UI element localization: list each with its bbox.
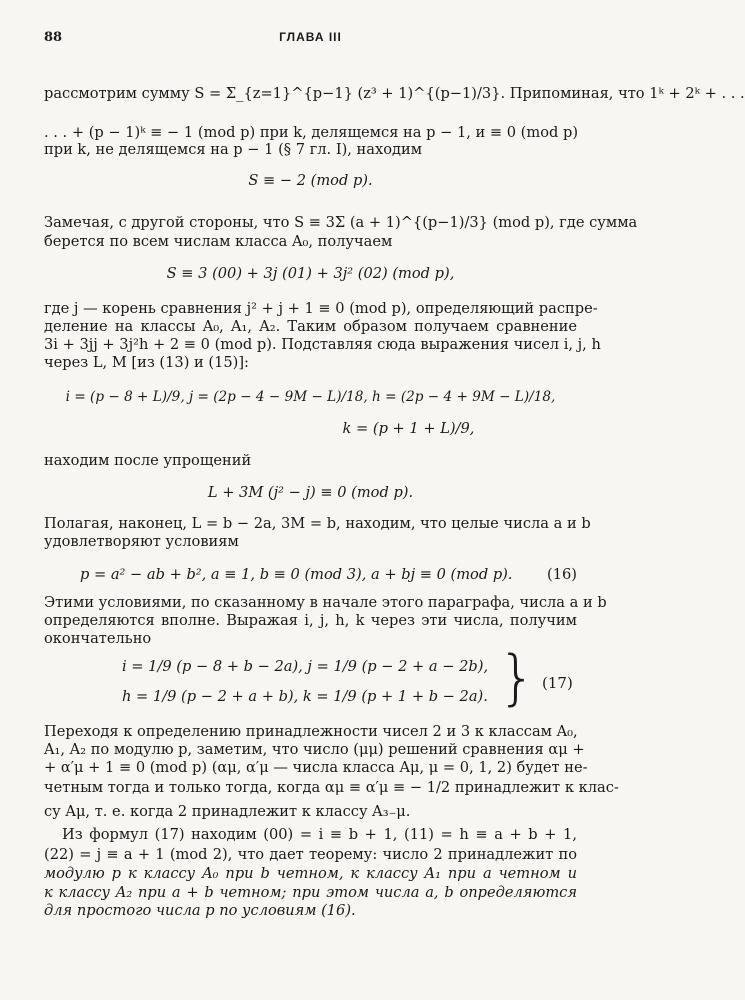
text-line: при k, не делящемся на p − 1 (§ 7 гл. I), находим bbox=[44, 141, 423, 158]
text-line: A₁, A₂ по модулю p, заметим, что число (μμ) решений сравнения αμ + bbox=[44, 741, 585, 758]
text-line: удовлетворяют условиям bbox=[44, 533, 239, 550]
formula-simplified: L + 3M (j² − j) ≡ 0 (mod p). bbox=[207, 484, 414, 501]
equation-number-16: (16) bbox=[547, 566, 577, 583]
formula-17-row1: i = 1/9 (p − 8 + b − 2a), j = 1/9 (p − 2 + a − 2b), bbox=[122, 658, 489, 675]
theorem-line: к классу A₂ при a + b четном; при этом числа a, b определяются bbox=[44, 884, 577, 901]
formula-ijh: i = (p − 8 + L)/9, j = (2p − 4 − 9M − L)/18, h = (2p − 4 + 9M − L)/18, bbox=[65, 389, 556, 405]
text-line: через L, M [из (13) и (15)]: bbox=[44, 354, 249, 371]
chapter-title: ГЛАВА III bbox=[279, 30, 342, 44]
text-line: су Aμ, т. е. когда 2 принадлежит к классу A₃₋μ. bbox=[44, 803, 411, 820]
text-line: Полагая, наконец, L = b − 2a, 3M = b, находим, что целые числа a и b bbox=[44, 515, 591, 532]
text-line: рассмотрим сумму S = Σ_{z=1}^{p−1} (z³ + 1)^{(p−1)/3}. Припоминая, что 1ᵏ + 2ᵏ + . . . bbox=[44, 85, 745, 102]
text-line: 3i + 3jj + 3j²h + 2 ≡ 0 (mod p). Подставляя сюда выражения чисел i, j, h bbox=[44, 336, 601, 353]
page-header bbox=[44, 30, 577, 50]
formula-16: p = a² − ab + b², a ≡ 1, b ≡ 0 (mod 3), a + bj ≡ 0 (mod p). bbox=[80, 566, 513, 583]
text-line: + α′μ + 1 ≡ 0 (mod p) (αμ, α′μ — числа класса Aμ, μ = 0, 1, 2) будет не- bbox=[44, 759, 588, 776]
formula-S-expansion: S ≡ 3 (00) + 3j (01) + 3j² (02) (mod p), bbox=[166, 265, 455, 282]
text-line: Этими условиями, по сказанному в начале этого параграфа, числа a и b bbox=[44, 594, 607, 611]
equation-number-17: (17) bbox=[542, 674, 573, 692]
theorem-line: для простого числа p по условиям (16). bbox=[44, 902, 356, 919]
text-line: находим после упрощений bbox=[44, 452, 252, 469]
right-brace: } bbox=[498, 643, 537, 713]
text-line: четным тогда и только тогда, когда αμ ≡ α′μ ≡ − 1/2 принадлежит к клас- bbox=[44, 779, 619, 796]
theorem-line: модулю p к классу A₀ при b четном, к классу A₁ при a четном и bbox=[44, 865, 577, 882]
text-line: . . . + (p − 1)ᵏ ≡ − 1 (mod p) при k, делящемся на p − 1, и ≡ 0 (mod p) bbox=[44, 124, 579, 141]
page-number: 88 bbox=[44, 30, 63, 45]
text-line: Переходя к определению принадлежности чисел 2 и 3 к классам A₀, bbox=[44, 723, 578, 740]
text-line: берется по всем числам класса A₀, получаем bbox=[44, 233, 393, 250]
text-line: Замечая, с другой стороны, что S ≡ 3Σ (a + 1)^{(p−1)/3} (mod p), где сумма bbox=[44, 214, 638, 231]
text-line: определяются вполне. Выражая i, j, h, k через эти числа, получим bbox=[44, 612, 577, 629]
formula-k: k = (p + 1 + L)/9, bbox=[342, 420, 475, 437]
text-line: (22) = j ≡ a + 1 (mod 2), что дает теорему: число 2 принадлежит по bbox=[44, 846, 577, 863]
text-line: где j — корень сравнения j² + j + 1 ≡ 0 (mod p), определяющий распре- bbox=[44, 300, 598, 317]
formula-S: S ≡ − 2 (mod p). bbox=[248, 172, 373, 189]
formula-17-row2: h = 1/9 (p − 2 + a + b), k = 1/9 (p + 1 + b − 2a). bbox=[122, 688, 488, 705]
text-line: деление на классы A₀, A₁, A₂. Таким образом получаем сравнение bbox=[44, 318, 577, 335]
text-line: Из формул (17) находим (00) = i ≡ b + 1, (11) = h ≡ a + b + 1, bbox=[62, 826, 577, 843]
text-line: окончательно bbox=[44, 630, 152, 647]
